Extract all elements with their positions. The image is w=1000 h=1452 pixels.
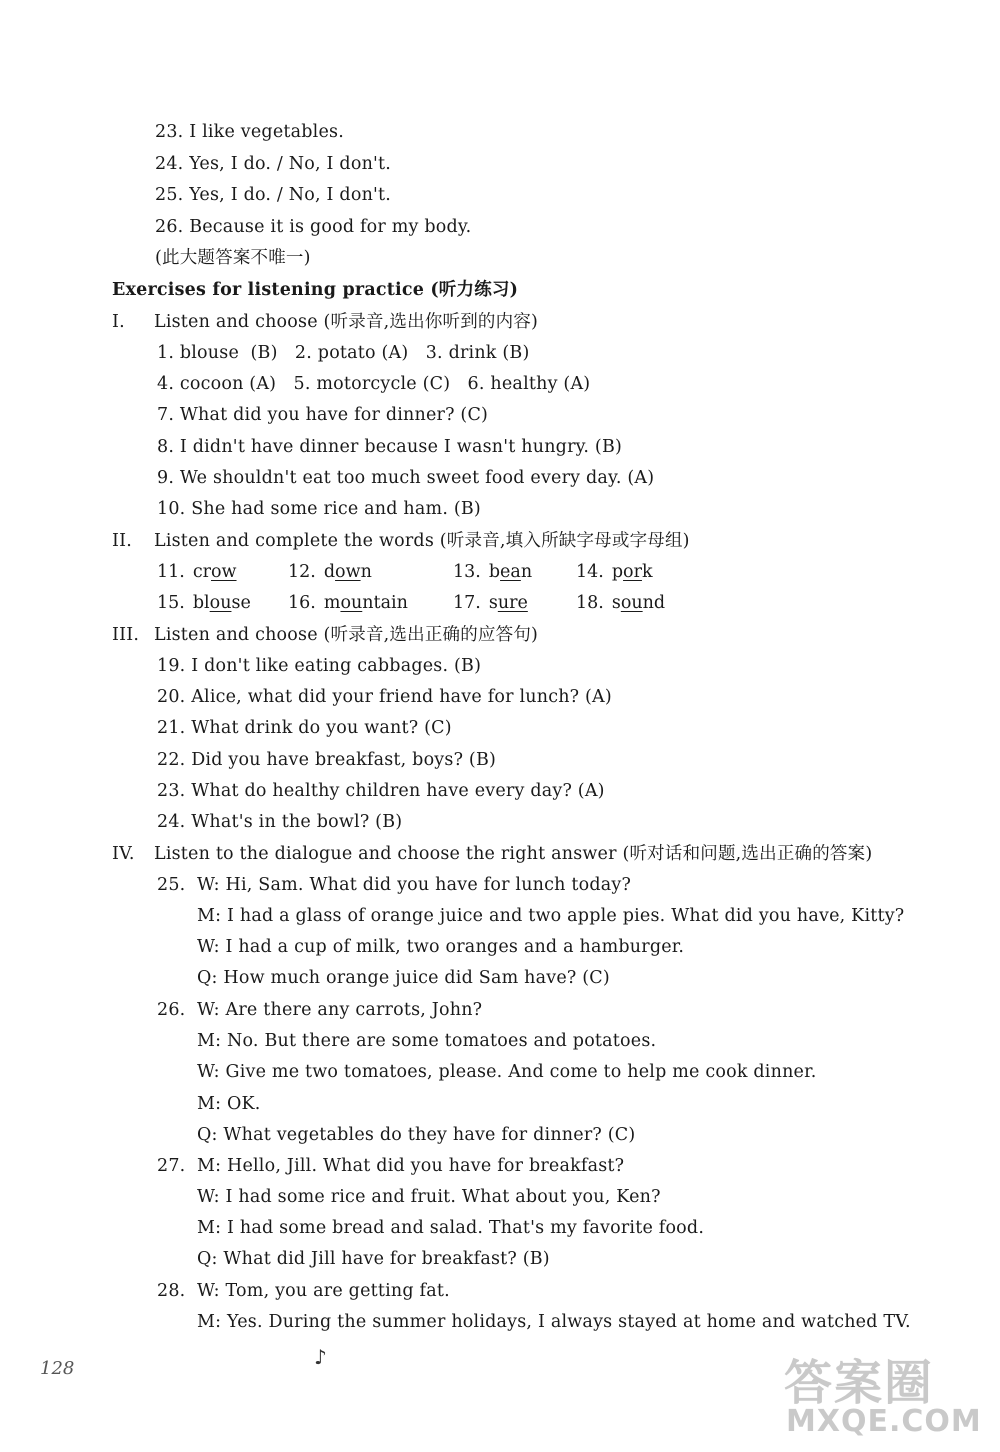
answer-line: 23. I like vegetables. (155, 122, 344, 142)
dialogue-line: Q: How much orange juice did Sam have? (C) (197, 968, 610, 988)
watermark-text: 答案圈 (784, 1355, 935, 1411)
word-part: d (323, 562, 336, 582)
part-heading (112, 843, 872, 865)
dialogue-line: M: Hello, Jill. What did you have for breakfast? (197, 1156, 625, 1176)
dialogue-line: W: Give me two tomatoes, please. And come to help me cook dinner. (197, 1062, 817, 1082)
answer-line: 4. cocoon (A) 5. motorcycle (C) 6. healthy (A) (157, 374, 591, 394)
watermark-url: MXQE.COM (786, 1404, 982, 1439)
answer-line: 8. I didn't have dinner because I wasn't hungry. (B) (157, 437, 623, 457)
page-number: 128 (40, 1358, 75, 1379)
word-item (157, 592, 251, 614)
word-number: 17. (453, 593, 481, 613)
word-item (288, 592, 408, 614)
dialogue-line: Q: What did Jill have for breakfast? (B) (197, 1249, 550, 1269)
dialogue-number: 26. (157, 1000, 186, 1020)
word-part: k (641, 562, 653, 582)
word-blank: ow (335, 562, 361, 582)
word-part: se (231, 593, 251, 613)
word-item (453, 592, 528, 614)
word-item (157, 561, 237, 583)
word-part: ntain (362, 593, 408, 613)
part-number: IV. (112, 844, 135, 864)
word-number: 13. (453, 562, 481, 582)
word-part: bl (192, 593, 210, 613)
answer-line: 24. Yes, I do. / No, I don't. (155, 154, 392, 174)
word-number: 12. (288, 562, 316, 582)
dialogue-line: M: I had some bread and salad. That's my favorite food. (197, 1218, 705, 1238)
dialogue-line: M: Yes. During the summer holidays, I always stayed at home and watched TV. (197, 1312, 911, 1332)
word-blank: ou (340, 593, 363, 613)
dialogue-line: M: No. But there are some tomatoes and potatoes. (197, 1031, 657, 1051)
word-part: n (520, 562, 533, 582)
part-number: II. (112, 531, 132, 551)
dialogue-line: W: Hi, Sam. What did you have for lunch today? (197, 875, 632, 895)
word-part: cr (192, 562, 212, 582)
scan-mark-icon: ♪ (314, 1345, 327, 1369)
word-part: p (611, 562, 624, 582)
word-blank: or (623, 562, 642, 582)
word-number: 11. (157, 562, 185, 582)
part-heading (112, 530, 690, 552)
answer-line: 1. blouse (B) 2. potato (A) 3. drink (B) (157, 343, 530, 363)
word-number: 14. (576, 562, 604, 582)
part-heading (112, 311, 538, 333)
part-title: Listen to the dialogue and choose the right answer (听对话和问题,选出正确的答案) (154, 844, 873, 864)
answer-line: 25. Yes, I do. / No, I don't. (155, 185, 392, 205)
word-part: nd (642, 593, 666, 613)
watermark-logo (776, 1344, 986, 1444)
word-part: b (488, 562, 501, 582)
dialogue-line: M: I had a glass of orange juice and two apple pies. What did you have, Kitty? (197, 906, 905, 926)
answer-note: (此大题答案不唯一) (155, 248, 311, 268)
part-heading (112, 624, 538, 646)
answer-line: 24. What's in the bowl? (B) (157, 812, 403, 832)
dialogue-line: W: I had a cup of milk, two oranges and a hamburger. (197, 937, 685, 957)
dialogue-line: W: Tom, you are getting fat. (197, 1281, 450, 1301)
answer-line: 21. What drink do you want? (C) (157, 718, 452, 738)
answer-line: 22. Did you have breakfast, boys? (B) (157, 750, 497, 770)
dialogue-number: 25. (157, 875, 186, 895)
section-title: Exercises for listening practice (听力练习) (112, 280, 519, 300)
part-number: I. (112, 312, 125, 332)
part-title: Listen and complete the words (听录音,填入所缺字母或字母组) (154, 531, 690, 551)
part-title: Listen and choose (听录音,选出你听到的内容) (154, 312, 539, 332)
word-item (453, 561, 532, 583)
part-title: Listen and choose (听录音,选出正确的应答句) (154, 625, 539, 645)
dialogue-line: M: OK. (197, 1094, 261, 1114)
word-item (288, 561, 372, 583)
dialogue-number: 28. (157, 1281, 186, 1301)
word-part: s (611, 593, 621, 613)
word-blank: ow (211, 562, 237, 582)
answer-line: 26. Because it is good for my body. (155, 217, 472, 237)
word-blank: ea (500, 562, 521, 582)
answer-line: 23. What do healthy children have every day? (A) (157, 781, 605, 801)
word-number: 16. (288, 593, 316, 613)
word-blank: ou (209, 593, 232, 613)
word-part: s (488, 593, 498, 613)
dialogue-line: W: I had some rice and fruit. What about you, Ken? (197, 1187, 661, 1207)
word-part: n (360, 562, 372, 582)
word-item (576, 561, 653, 583)
answer-line: 7. What did you have for dinner? (C) (157, 405, 489, 425)
answer-line: 19. I don't like eating cabbages. (B) (157, 656, 482, 676)
dialogue-line: W: Are there any carrots, John? (197, 1000, 483, 1020)
word-part: m (323, 593, 341, 613)
word-blank: ou (620, 593, 643, 613)
word-number: 18. (576, 593, 604, 613)
word-item (576, 592, 665, 614)
dialogue-number: 27. (157, 1156, 186, 1176)
dialogue-line: Q: What vegetables do they have for dinner? (C) (197, 1125, 636, 1145)
answer-line: 10. She had some rice and ham. (B) (157, 499, 481, 519)
answer-line: 9. We shouldn't eat too much sweet food every day. (A) (157, 468, 655, 488)
answer-line: 20. Alice, what did your friend have for lunch? (A) (157, 687, 612, 707)
word-number: 15. (157, 593, 185, 613)
part-number: III. (112, 625, 140, 645)
word-blank: ure (497, 593, 528, 613)
